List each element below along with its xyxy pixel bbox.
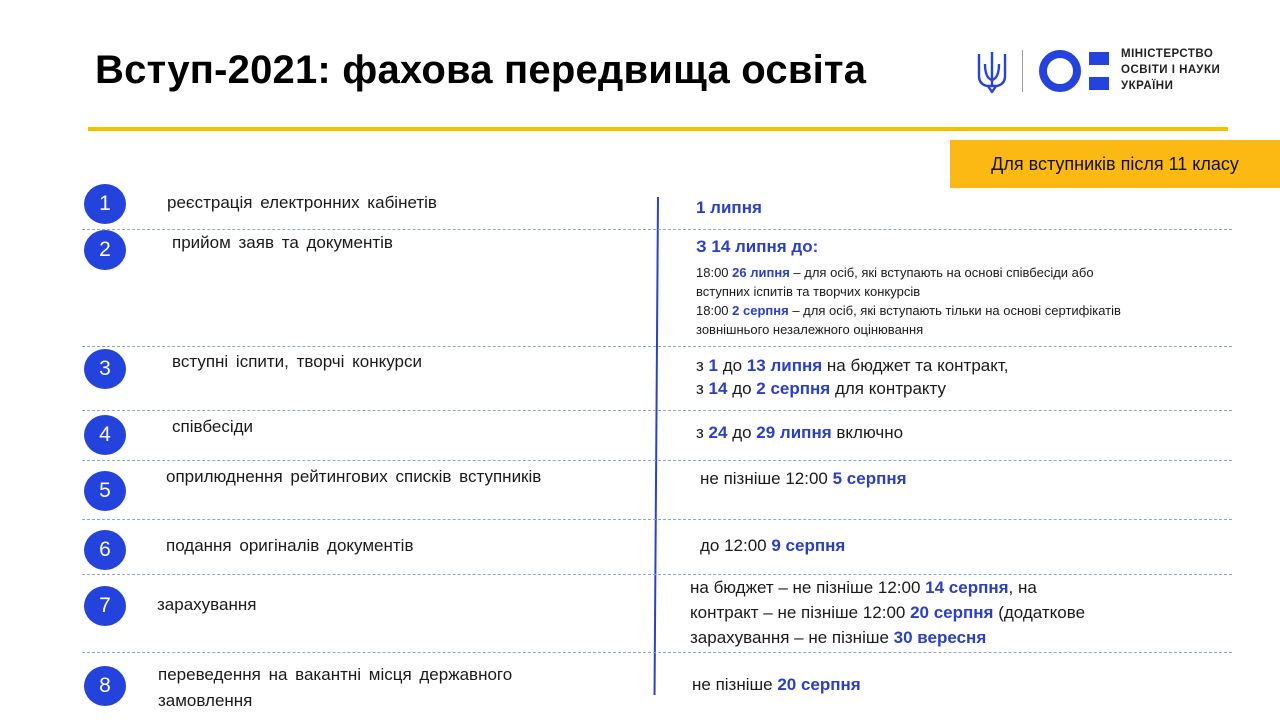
step-number: 7 xyxy=(84,586,126,626)
date-step-3: з 1 до 13 липня на бюджет та контракт, з 14 до 2 серпня для контракту xyxy=(696,356,1009,398)
logo-separator xyxy=(1022,50,1023,92)
date-step-2-details: 18:00 26 липня – для осіб, які вступають на основі співбесіди або вступних іспитів та творчих конкурсів 18:00 2 серпня – для осіб, які вступають тільки на основі сертифікатів зовнішнього незалежного оцінювання xyxy=(696,265,1121,337)
ministry-logo-mark xyxy=(1039,48,1115,94)
date-step-4: з 24 до 29 липня включно xyxy=(696,423,904,442)
title-underline xyxy=(88,127,1228,131)
step-number: 5 xyxy=(84,471,126,511)
step-label: прийом заяв та документів xyxy=(172,233,393,252)
row-separator xyxy=(82,410,1232,411)
step-number: 1 xyxy=(84,184,126,224)
row-separator xyxy=(82,460,1232,461)
step-number: 4 xyxy=(84,415,126,455)
date-step-7: на бюджет – не пізніше 12:00 14 серпня, на контракт – не пізніше 12:00 20 серпня (додаткове зарахування – не пізніше 30 вересня xyxy=(690,578,1086,647)
row-separator xyxy=(82,519,1232,520)
step-label: переведення на вакантні місця державного замовлення xyxy=(158,665,513,710)
row-separator xyxy=(82,346,1232,347)
audience-badge: Для вступників після 11 класу xyxy=(950,140,1280,188)
row-separator xyxy=(82,229,1232,230)
step-label: подання оригіналів документів xyxy=(166,536,414,555)
step-label: реєстрація електронних кабінетів xyxy=(167,193,437,212)
trident-icon xyxy=(975,50,1009,94)
step-number: 3 xyxy=(84,349,126,389)
step-label: співбесіди xyxy=(172,417,254,436)
step-label: оприлюднення рейтингових списків вступників xyxy=(166,467,542,486)
date-step-5: не пізніше 12:00 5 серпня xyxy=(700,469,907,488)
date-step-6: до 12:00 9 серпня xyxy=(700,536,846,555)
step-label: зарахування xyxy=(157,595,257,614)
row-separator xyxy=(82,652,1232,653)
step-number: 6 xyxy=(84,530,126,570)
date-step-1: 1 липня xyxy=(696,198,762,217)
column-divider xyxy=(654,197,659,695)
step-label: вступні іспити, творчі конкурси xyxy=(172,352,422,371)
date-step-8: не пізніше 20 серпня xyxy=(692,675,861,694)
ministry-logo xyxy=(975,46,1235,96)
step-number: 2 xyxy=(84,230,126,270)
date-step-2-head: З 14 липня до: xyxy=(696,237,819,256)
step-number: 8 xyxy=(84,666,126,706)
page-title: Вступ-2021: фахова передвища освіта xyxy=(95,48,867,92)
ministry-name: МІНІСТЕРСТВО ОСВІТИ І НАУКИ УКРАЇНИ xyxy=(1121,48,1221,92)
